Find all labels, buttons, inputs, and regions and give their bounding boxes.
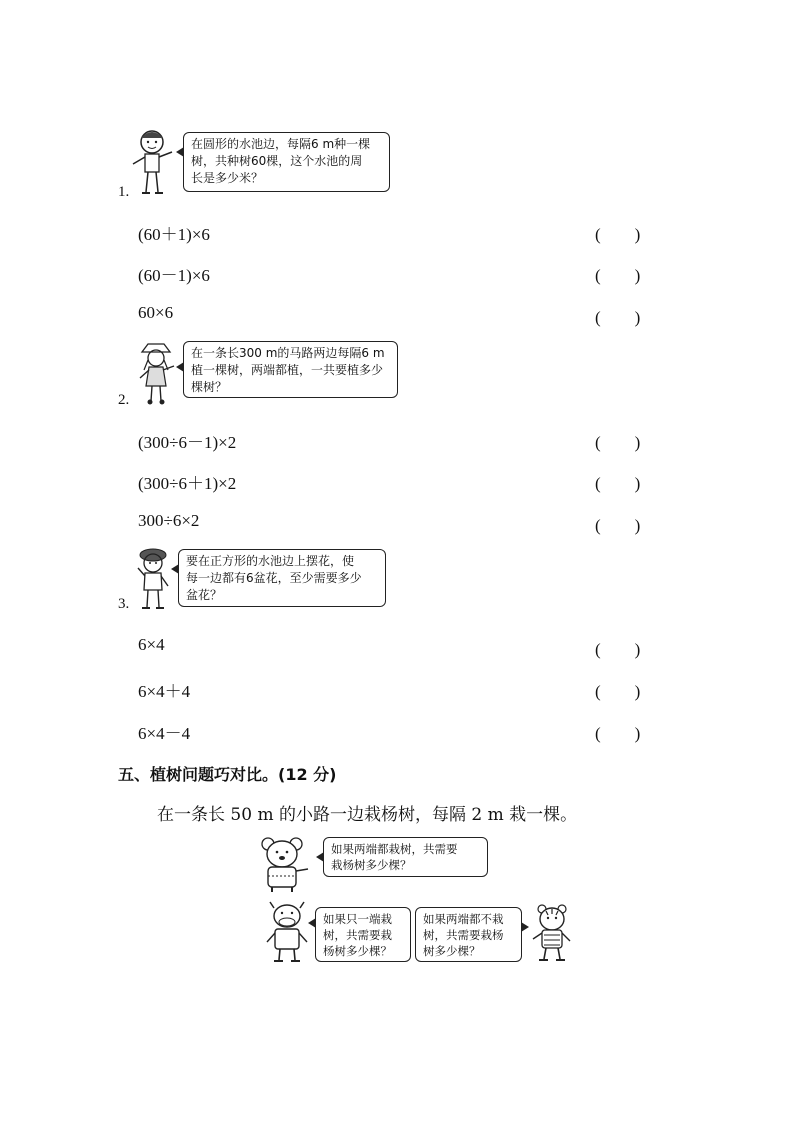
speech-line: 在一条长300 m的马路两边每隔6 m [191, 346, 385, 360]
speech-line: 如果只一端栽 [323, 912, 392, 926]
boy-with-cap-cartoon-icon [130, 546, 176, 612]
bubble-tail [316, 852, 324, 862]
speech-line: 每一边都有6盆花，至少需要多少 [186, 571, 362, 585]
answer-blank[interactable]: ( ) [595, 225, 641, 244]
speech-bubble [183, 341, 398, 398]
speech-bubble [415, 907, 522, 962]
answer-blank[interactable]: ( ) [595, 308, 641, 327]
speech-bubble [183, 132, 390, 192]
speech-line: 盆花？ [186, 588, 223, 602]
answer-blank[interactable]: ( ) [595, 682, 641, 701]
bubble-tail [171, 564, 179, 574]
bubble-tail [176, 362, 184, 372]
answer-blank[interactable]: ( ) [595, 640, 641, 659]
speech-bubble [315, 907, 411, 962]
girl-cartoon-icon [134, 340, 178, 406]
speech-line: 要在正方形的水池边上摆花，使 [186, 554, 355, 568]
answer-blank[interactable]: ( ) [595, 266, 641, 285]
speech-line: 如果两端都不栽 [423, 912, 504, 926]
speech-line: 杨树多少棵？ [323, 944, 392, 958]
bear-cartoon-icon [256, 836, 310, 894]
question-number: 2. [118, 392, 130, 408]
speech-line: 树，共需要栽杨 [423, 928, 504, 942]
option-text: (300÷6＋1)×2 [138, 474, 237, 493]
option-text: (60＋1)×6 [138, 225, 210, 244]
cow-cartoon-icon [262, 900, 312, 964]
speech-line: 树，共种树60棵，这个水池的周 [191, 154, 363, 168]
option-text: 300÷6×2 [138, 511, 200, 530]
option-text: (60－1)×6 [138, 266, 210, 285]
answer-blank[interactable]: ( ) [595, 516, 641, 535]
question-number: 1. [118, 184, 130, 200]
speech-line: 栽杨树多少棵？ [331, 858, 412, 872]
option-text: 60×6 [138, 303, 174, 322]
speech-line: 植一棵树，两端都植，一共要植多少 [191, 363, 384, 377]
speech-line: 如果两端都栽树，共需要 [331, 842, 458, 856]
speech-line: 树多少棵？ [423, 944, 481, 958]
bubble-tail [176, 147, 184, 157]
speech-line: 棵树？ [191, 380, 228, 394]
speech-line: 长是多少米？ [191, 171, 264, 185]
speech-line: 树，共需要栽 [323, 928, 392, 942]
speech-bubble [178, 549, 386, 607]
speech-bubble [323, 837, 488, 877]
answer-blank[interactable]: ( ) [595, 474, 641, 493]
bubble-tail [308, 918, 316, 928]
option-text: 6×4 [138, 635, 165, 654]
tiger-cartoon-icon [530, 903, 574, 963]
answer-blank[interactable]: ( ) [595, 724, 641, 743]
boy-cartoon-icon [128, 128, 176, 198]
section-heading: 五、植树问题巧对比。(12 分) [118, 765, 337, 784]
option-text: (300÷6－1)×2 [138, 433, 237, 452]
speech-line: 在圆形的水池边，每隔6 m种一棵 [191, 137, 371, 151]
answer-blank[interactable]: ( ) [595, 433, 641, 452]
problem-statement: 在一条长 50 m 的小路一边栽杨树，每隔 2 m 栽一棵。 [157, 805, 578, 825]
option-text: 6×4＋4 [138, 682, 191, 701]
bubble-tail [521, 922, 529, 932]
question-number: 3. [118, 596, 130, 612]
option-text: 6×4－4 [138, 724, 191, 743]
